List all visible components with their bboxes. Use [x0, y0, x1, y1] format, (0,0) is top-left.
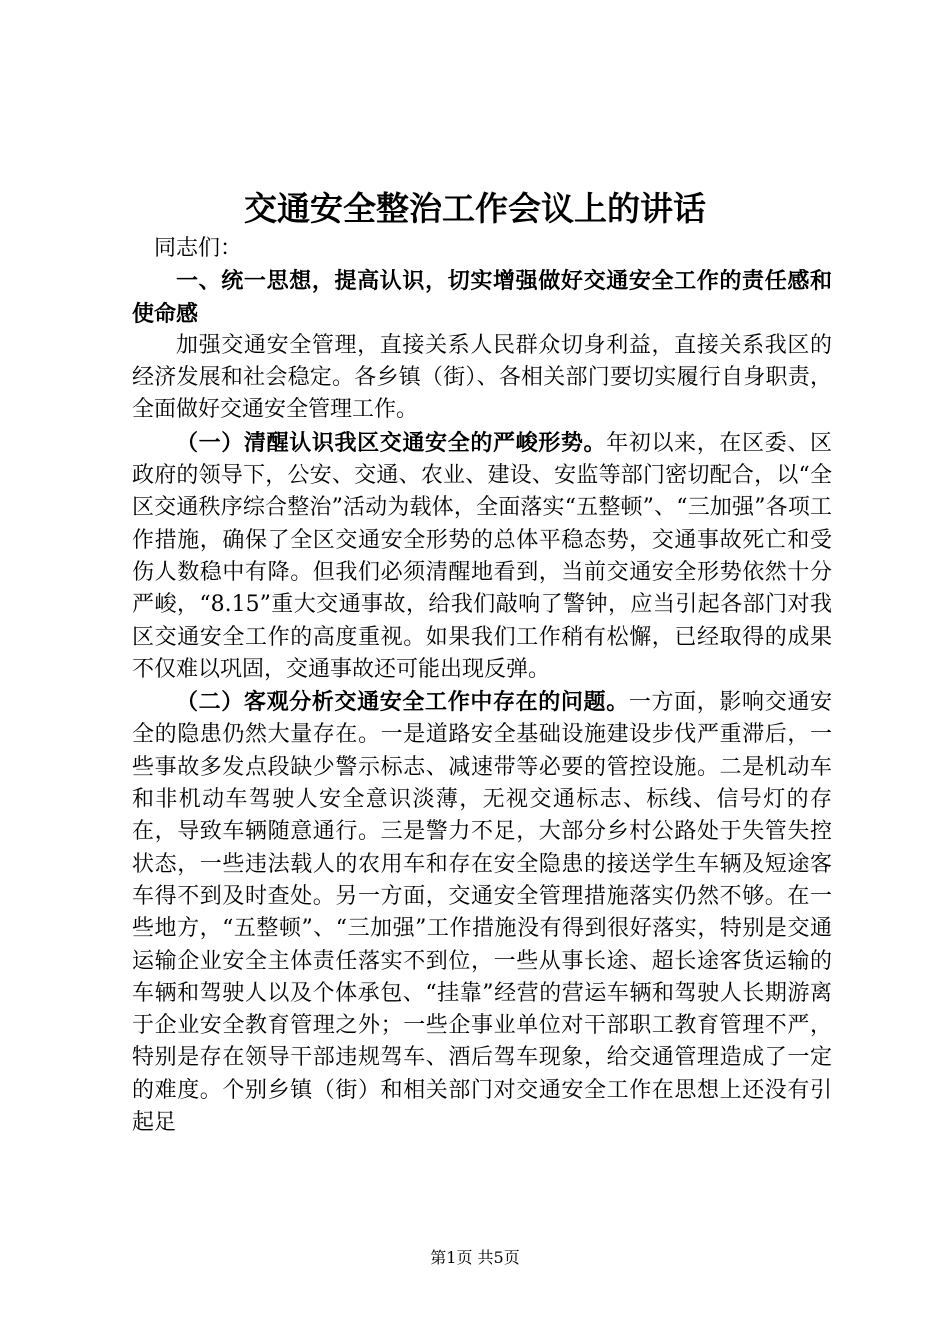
paragraph-2: [132, 427, 832, 686]
paragraph-2-body: 年初以来，在区委、区政府的领导下，公安、交通、农业、建设、安监等部门密切配合，以“全区交通秩序综合整治”活动为载体，全面落实“五整顿”、“三加强”各项工作措施，确保了全区交通安全形势的总体平稳态势，交通事故死亡和受伤人数稳中有降。但我们必须清醒地看到，当前交通安全形势依然十分严峻，“8.15”重大交通事故，给我们敲响了警钟，应当引起各部门对我区交通安全工作的高度重视。如果我们工作稍有松懈，已经取得的成果不仅难以巩固，交通事故还可能出现反弹。: [132, 430, 832, 682]
paragraph-3: [132, 686, 832, 1139]
paragraph-3-body: 一方面，影响交通安全的隐患仍然大量存在。一是道路安全基础设施建设步伐严重滞后，一些事故多发点段缺少警示标志、减速带等必要的管控设施。二是机动车和非机动车驾驶人安全意识淡薄，无视交通标志、标线、信号灯的存在，导致车辆随意通行。三是警力不足，大部分乡村公路处于失管失控状态，一些违法载人的农用车和存在安全隐患的接送学生车辆及短途客车得不到及时查处。另一方面，交通安全管理措施落实仍然不够。在一些地方，“五整顿”、“三加强”工作措施没有得到很好落实，特别是交通运输企业安全主体责任落实不到位，一些从事长途、超长途客货运输的车辆和驾驶人以及个体承包、“挂靠”经营的营运车辆和驾驶人长期游离于企业安全教育管理之外；一些企事业单位对干部职工教育管理不严，特别是存在领导干部违规驾车、酒后驾车现象，给交通管理造成了一定的难度。个别乡镇（街）和相关部门对交通安全工作在思想上还没有引起足: [132, 690, 832, 1136]
document-body: [132, 233, 832, 1139]
salutation: 同志们：: [154, 236, 243, 261]
paragraph-2-lead: （一）清醒认识我区交通安全的严峻形势。: [176, 429, 607, 456]
document-title: 交通安全整治工作会议上的讲话: [244, 189, 706, 228]
paragraph-3-lead: （二）客观分析交通安全工作中存在的问题。: [176, 689, 629, 716]
page-footer: 第1页 共5页: [430, 1248, 520, 1267]
section-heading-1: 一、统一思想，提高认识，切实增强做好交通安全工作的责任感和使命感: [132, 268, 832, 327]
paragraph-1: 加强交通安全管理，直接关系人民群众切身利益，直接关系我区的经济发展和社会稳定。各乡镇（街）、各相关部门要切实履行自身职责，全面做好交通安全管理工作。: [132, 332, 832, 423]
